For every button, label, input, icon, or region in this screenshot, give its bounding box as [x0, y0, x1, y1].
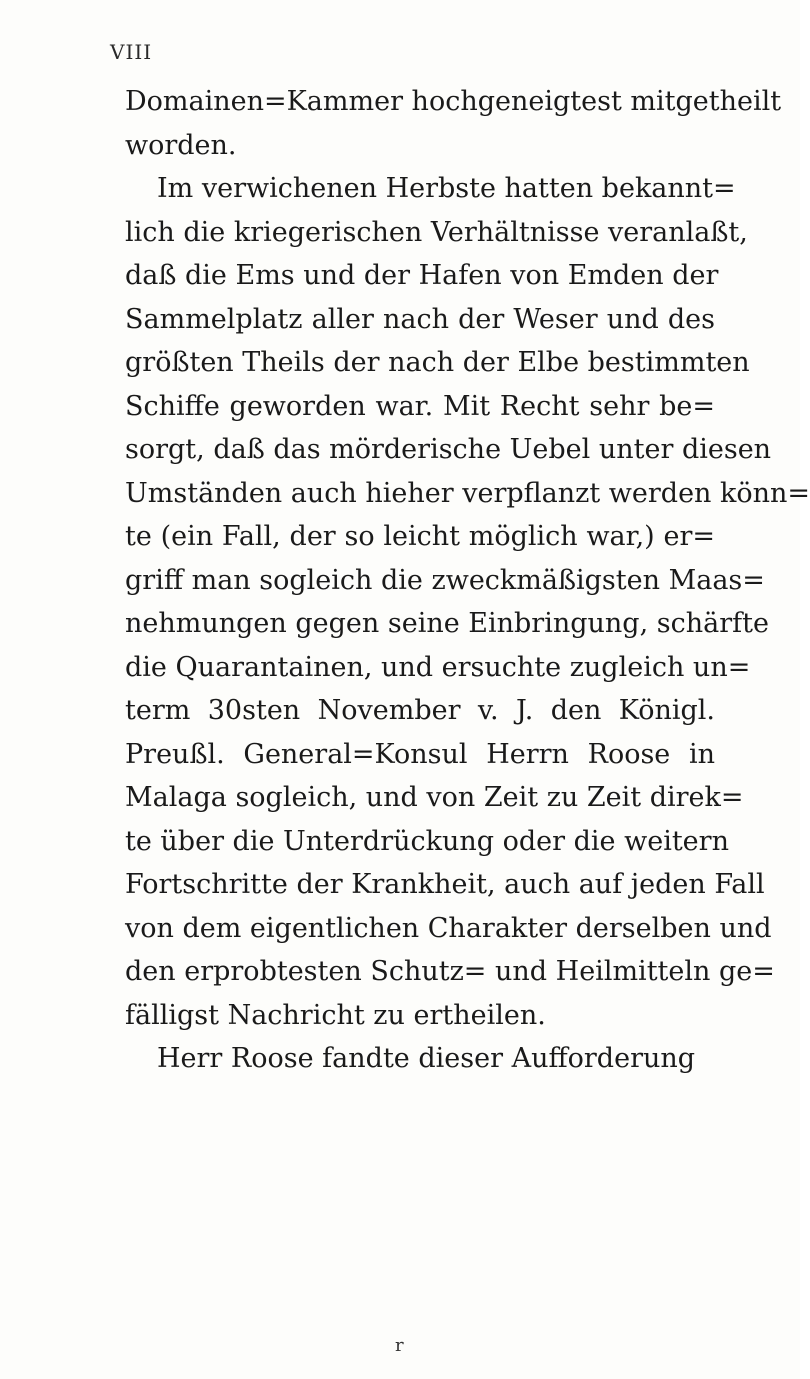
text-line: sorgt, daß das mörderische Uebel unter diesen [125, 434, 772, 465]
text-line: von dem eigentlichen Charakter derselben und [125, 912, 772, 944]
text-line: Herr Roose fandte dieser Aufforderung [157, 1043, 696, 1074]
signature-mark: r [395, 1335, 404, 1356]
text-line: den erprobtesten Schutz= und Heilmitteln ge= [125, 956, 775, 987]
text-line: Schiffe geworden war. Mit Recht sehr be= [125, 390, 715, 422]
text-line: term 30sten November v. J. den Königl. [125, 695, 715, 726]
text-line: Fortschritte der Krankheit, auch auf jeden Fall [125, 869, 765, 900]
text-line: Umständen auch hieher verpflanzt werden könn= [125, 477, 810, 509]
text-line: worden. [125, 129, 237, 161]
text-line: Malaga sogleich, und von Zeit zu Zeit direk= [125, 782, 744, 813]
text-line: nehmungen gegen seine Einbringung, schärfte [125, 608, 769, 639]
text-line: Preußl. General=Konsul Herrn Roose in [125, 738, 715, 770]
text-line: Sammelplatz aller nach der Weser und des [125, 303, 715, 335]
text-line: daß die Ems und der Hafen von Emden der [125, 260, 719, 291]
text-line: die Quarantainen, und ersuchte zugleich un= [125, 651, 751, 683]
text-line: te (ein Fall, der so leicht möglich war,) er= [125, 521, 715, 552]
body-text [125, 80, 810, 1081]
text-line: te über die Unterdrückung oder die weitern [125, 825, 729, 857]
text-line: lich die kriegerischen Verhältnisse veranlaßt, [125, 216, 748, 248]
text-line: fälligst Nachricht zu ertheilen. [125, 999, 546, 1031]
page-number: VIII [110, 40, 153, 64]
text-line: griff man sogleich die zweckmäßigsten Maas= [125, 564, 765, 596]
text-line: Domainen=Kammer hochgeneigtest mitgetheilt [125, 86, 782, 117]
text-line: größten Theils der nach der Elbe bestimmten [125, 347, 750, 378]
text-line: Im verwichenen Herbste hatten bekannt= [157, 173, 736, 204]
